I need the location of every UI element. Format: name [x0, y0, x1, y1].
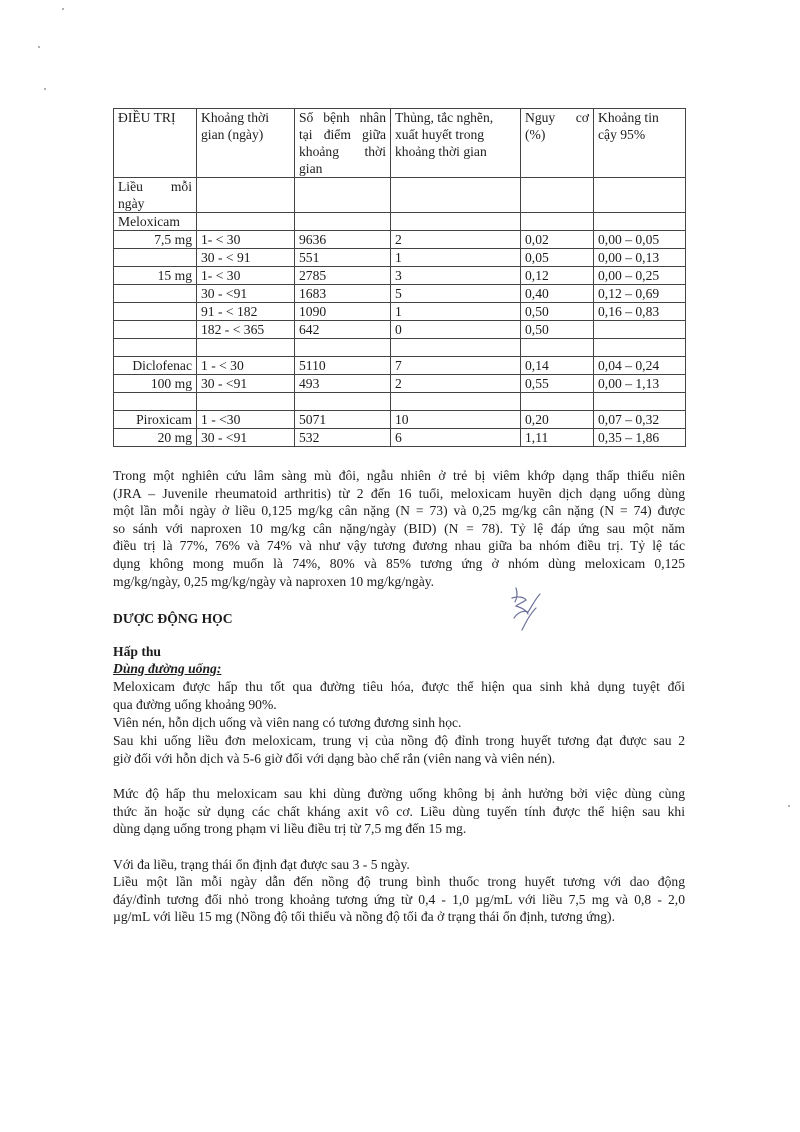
subsection-heading-absorption: Hấp thu: [113, 644, 161, 659]
cell-ci: 0,07 – 0,32: [594, 411, 686, 429]
cell-risk: 0,12: [521, 267, 594, 285]
text-line: mg/kg/ngày, 0,25 mg/kg/ngày và naproxen 10 mg/kg/ngày.: [113, 573, 435, 589]
text-line: so sánh với naproxen 10 mg/kg cân nặng/ngày (BID) (N = 78). Tỷ lệ đáp ứng sau một năm: [113, 520, 685, 536]
text-line: thức ăn hoặc sử dụng các chất kháng axit vô cơ. Liều dùng tuyến tính được thể hiện sau khi: [113, 803, 685, 819]
cell-patients: 551: [295, 249, 391, 267]
cell-ci: 0,16 – 0,83: [594, 303, 686, 321]
cell-events: 3: [391, 267, 521, 285]
clinical-study-paragraph: [113, 467, 685, 590]
cell-patients: 5110: [295, 357, 391, 375]
text-line: dùng dạng uống trong phạm vi liều điều trị từ 7,5 mg đến 15 mg.: [113, 821, 467, 837]
cell-dose: [114, 303, 197, 321]
cell-patients: 1683: [295, 285, 391, 303]
table-row: [114, 321, 686, 339]
bioequivalence-line: Viên nén, hỗn dịch uống và viên nang có tương đương sinh học.: [113, 715, 462, 730]
cell-events: 1: [391, 303, 521, 321]
absorption-paragraph: [113, 678, 685, 713]
table-row: [114, 249, 686, 267]
cell-dose: 7,5 mg: [114, 231, 197, 249]
header-cell: Thủng, tắc nghẽn, xuất huyết trong khoảng thời gian: [391, 109, 521, 178]
section-heading-pharmacokinetics: DƯỢC ĐỘNG HỌC: [113, 611, 233, 626]
cell-dose: 15 mg: [114, 267, 197, 285]
cell-events: 10: [391, 411, 521, 429]
header-cell: ĐIỀU TRỊ: [114, 109, 197, 178]
cell-dose: 100 mg: [114, 375, 197, 393]
cell-risk: 0,02: [521, 231, 594, 249]
scan-speck: [38, 46, 40, 48]
cell-interval: 30 - <91: [197, 285, 295, 303]
cell-ci: 0,00 – 0,25: [594, 267, 686, 285]
cell-risk: 0,50: [521, 303, 594, 321]
table-header-row: [114, 109, 686, 178]
table-row: [114, 375, 686, 393]
cell-ci: 0,04 – 0,24: [594, 357, 686, 375]
text-line: (JRA – Juvenile rheumatoid arthritis) từ 2 đến 16 tuổi, meloxicam huyền dịch dạng uống dùng: [113, 485, 685, 501]
text-line: Meloxicam được hấp thu tốt qua đường tiêu hóa, được thể hiện qua sinh khả dụng tuyệt đối: [113, 679, 685, 694]
cell-ci: 0,12 – 0,69: [594, 285, 686, 303]
text-line: Mức độ hấp thu meloxicam sau khi dùng đường uống không bị ảnh hưởng bởi việc dùng cùng: [113, 786, 685, 801]
peak-concentration-paragraph: [113, 732, 685, 767]
risk-table: [113, 108, 686, 447]
cell-interval: 1- < 30: [197, 267, 295, 285]
table-spacer-row: [114, 339, 686, 357]
cell-patients: 5071: [295, 411, 391, 429]
cell-risk: 0,20: [521, 411, 594, 429]
cell-risk: 1,11: [521, 429, 594, 447]
subheading-oral-route: Dùng đường uống:: [113, 661, 222, 676]
table-row: [114, 285, 686, 303]
scan-speck: [62, 8, 64, 10]
cell-interval: 182 - < 365: [197, 321, 295, 339]
cell-risk: 0,50: [521, 321, 594, 339]
text-line: qua đường uống khoảng 90%.: [113, 696, 277, 712]
text-line: dụng không mong muốn là 74%, 80% và 85% tương ứng ở nhóm dùng meloxicam 0,125: [113, 555, 685, 571]
drug-name-cell: Meloxicam: [114, 213, 197, 231]
table-row: [114, 411, 686, 429]
cell-ci: [594, 321, 686, 339]
cell-patients: 2785: [295, 267, 391, 285]
cell-events: 0: [391, 321, 521, 339]
dose-label-cell: Liều mỗi ngày: [114, 178, 197, 213]
cell-patients: 1090: [295, 303, 391, 321]
cell-events: 7: [391, 357, 521, 375]
cell-ci: 0,00 – 1,13: [594, 375, 686, 393]
cell-dose: 20 mg: [114, 429, 197, 447]
cell-interval: 1 - < 30: [197, 357, 295, 375]
header-cell: Khoảng tin cậy 95%: [594, 109, 686, 178]
cell-events: 2: [391, 231, 521, 249]
cell-risk: 0,14: [521, 357, 594, 375]
cell-interval: 1 - <30: [197, 411, 295, 429]
cell-interval: 30 - < 91: [197, 249, 295, 267]
text-line: điều trị là 77%, 76% và 74% và như vậy tương đương nhau giữa ba nhóm điều trị. Tỷ lệ tác: [113, 538, 685, 554]
scan-speck: [44, 88, 46, 90]
table-row: [114, 267, 686, 285]
cell-risk: 0,05: [521, 249, 594, 267]
cell-risk: 0,40: [521, 285, 594, 303]
cell-patients: 9636: [295, 231, 391, 249]
cell-patients: 493: [295, 375, 391, 393]
table-row: [114, 231, 686, 249]
text-line: đáy/đỉnh tương đối nhỏ trong khoảng tương ứng từ 0,4 - 1,0 µg/mL với liều 7,5 mg và 0,8 - 2,0: [113, 891, 685, 907]
text-line: Trong một nghiên cứu lâm sàng mù đôi, ngẫu nhiên ở trẻ bị viêm khớp dạng thấp thiếu niên: [113, 468, 685, 483]
cell-dose: Piroxicam: [114, 411, 197, 429]
cell-risk: 0,55: [521, 375, 594, 393]
cell-ci: 0,35 – 1,86: [594, 429, 686, 447]
cell-dose: [114, 321, 197, 339]
cell-ci: 0,00 – 0,13: [594, 249, 686, 267]
header-cell: Số bệnh nhân tại điểm giữa khoảng thời gian: [295, 109, 391, 178]
cell-dose: [114, 285, 197, 303]
cell-events: 6: [391, 429, 521, 447]
cell-patients: 532: [295, 429, 391, 447]
table-row: [114, 213, 686, 231]
text-line: Liều một lần mỗi ngày dẫn đến nồng độ trung bình thuốc trong huyết tương với dao động: [113, 874, 685, 889]
table-row: [114, 303, 686, 321]
food-effect-paragraph: [113, 785, 685, 838]
header-cell: Nguy cơ (%): [521, 109, 594, 178]
cell-interval: 30 - <91: [197, 375, 295, 393]
text-line: một lần mỗi ngày ở liều 0,125 mg/kg cân nặng (N = 73) và 0,25 mg/kg cân nặng (N = 74) được: [113, 503, 685, 519]
cell-dose: [114, 249, 197, 267]
header-cell: Khoảng thời gian (ngày): [197, 109, 295, 178]
cell-dose: Diclofenac: [114, 357, 197, 375]
text-line: Sau khi uống liều đơn meloxicam, trung vị của nồng độ đỉnh trong huyết tương đạt được sau 2: [113, 733, 685, 748]
cell-events: 2: [391, 375, 521, 393]
cell-patients: 642: [295, 321, 391, 339]
text-line: µg/mL với liều 15 mg (Nồng độ tối thiểu và nồng độ tối đa ở trạng thái ổn định, tương ứng).: [113, 909, 615, 925]
scan-speck: [788, 805, 790, 807]
text-line: giờ đối với hỗn dịch và 5-6 giờ đối với dạng bào chế rắn (viên nang và viên nén).: [113, 750, 556, 766]
cell-interval: 1- < 30: [197, 231, 295, 249]
cell-events: 5: [391, 285, 521, 303]
cell-events: 1: [391, 249, 521, 267]
table-spacer-row: [114, 393, 686, 411]
table-row: [114, 357, 686, 375]
plasma-concentration-paragraph: [113, 873, 685, 926]
cell-ci: 0,00 – 0,05: [594, 231, 686, 249]
cell-interval: 91 - < 182: [197, 303, 295, 321]
steady-state-line: Với đa liều, trạng thái ổn định đạt được sau 3 - 5 ngày.: [113, 857, 410, 872]
cell-interval: 30 - <91: [197, 429, 295, 447]
table-row: [114, 429, 686, 447]
table-row: [114, 178, 686, 213]
